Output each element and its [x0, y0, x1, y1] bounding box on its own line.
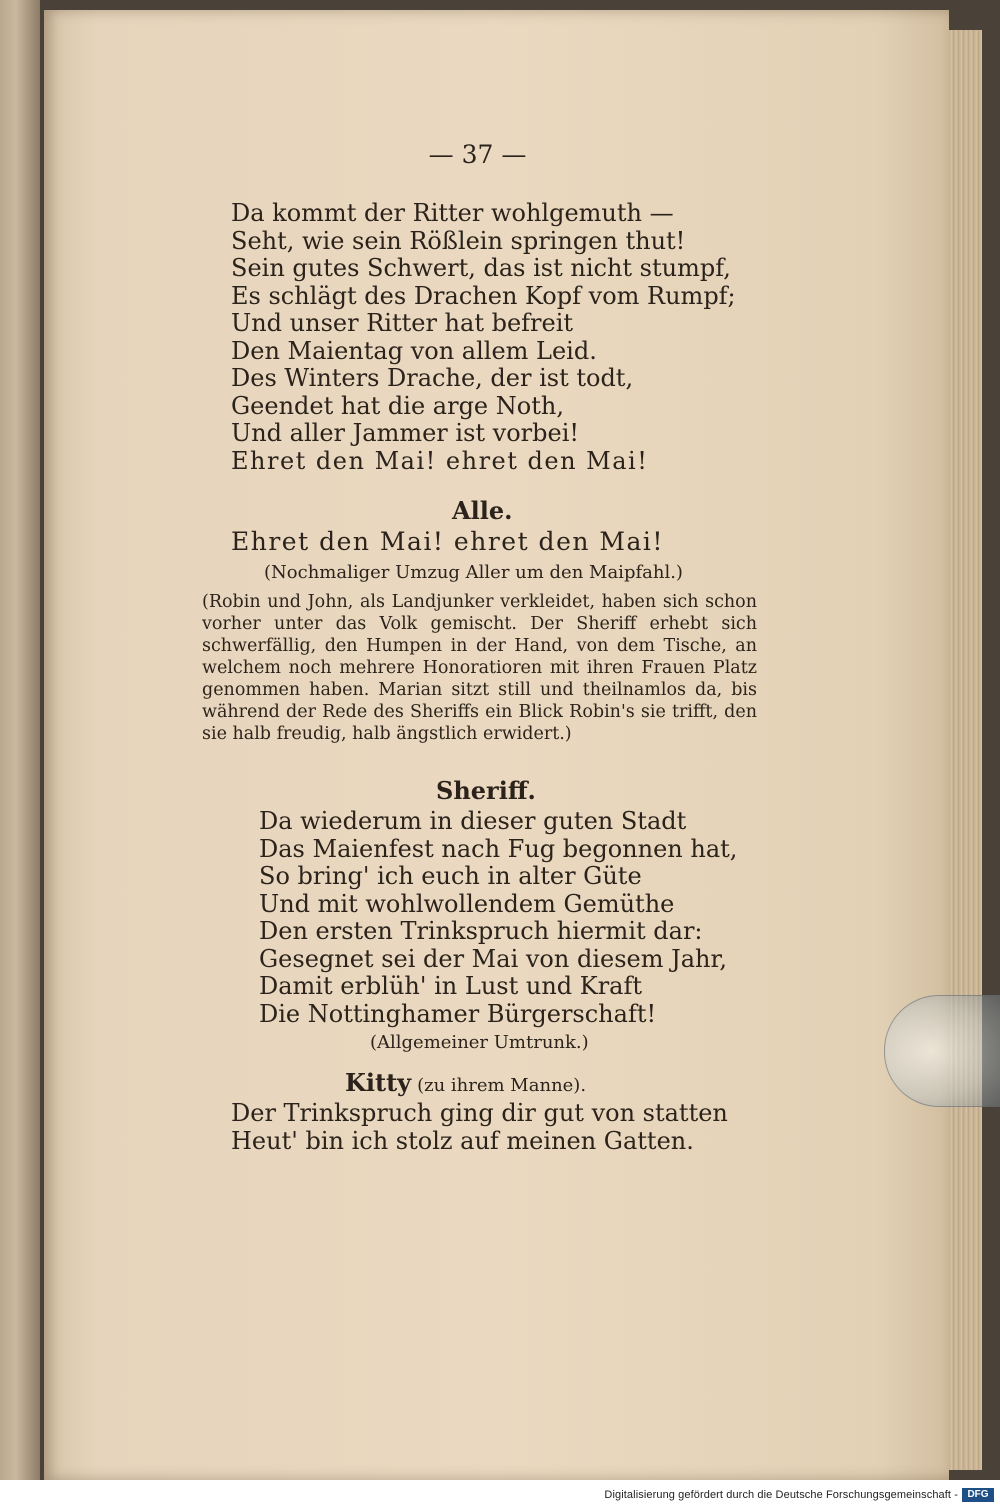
verse-line: So bring' ich euch in alter Güte: [259, 862, 642, 890]
verse-line: Sein gutes Schwert, das ist nicht stumpf,: [231, 254, 731, 282]
verse-line: Da wiederum in dieser guten Stadt: [259, 807, 687, 835]
speaker-kitty: Kitty: [345, 1068, 412, 1097]
verse-line: Heut' bin ich stolz auf meinen Gatten.: [231, 1126, 694, 1155]
stage-direction: (Allgemeiner Umtrunk.): [370, 1032, 589, 1053]
verse-block-3: [231, 1100, 728, 1155]
page-clip: [884, 995, 1000, 1107]
verse-line: Der Trinkspruch ging dir gut von statten: [231, 1099, 728, 1127]
verse-line: Den ersten Trinkspruch hiermit dar:: [259, 917, 703, 945]
verse-line: Die Nottinghamer Bürgerschaft!: [259, 999, 657, 1028]
previous-page-edge: [0, 0, 40, 1490]
verse-line: Und aller Jammer ist vorbei!: [231, 419, 580, 447]
verse-line: Da kommt der Ritter wohlgemuth —: [231, 199, 674, 227]
footer-credit: Digitalisierung gefördert durch die Deutsche Forschungsgemeinschaft -: [604, 1489, 958, 1501]
verse-line: Es schlägt des Drachen Kopf vom Rumpf;: [231, 281, 736, 310]
verse-line: Seht, wie sein Rößlein springen thut!: [231, 226, 686, 255]
stage-direction: (zu ihrem Manne).: [417, 1075, 587, 1096]
stage-direction-paragraph: (Robin und John, als Landjunker verkleidet, haben sich schon vorher unter das Volk gemischt. Der Sheriff erhebt sich schwerfällig, den Humpen in der Hand, von dem Tische, an welchem noch mehrere Honoratioren mit ihren Frauen Platz genommen haben. Marian sitzt still und theilnamlos da, bis während der Rede des Sheriffs ein Blick Robin's sie trifft, den sie halb freudig, halb ängstlich erwidert.): [202, 592, 757, 744]
refrain-line: Ehret den Mai! ehret den Mai!: [231, 527, 664, 556]
speaker-sheriff: Sheriff.: [436, 776, 536, 805]
verse-line: Damit erblüh' in Lust und Kraft: [259, 972, 643, 1000]
verse-line: Den Maientag von allem Leid.: [231, 336, 597, 365]
verse-line: Und unser Ritter hat befreit: [231, 309, 574, 337]
verse-line: Das Maienfest nach Fug begonnen hat,: [259, 834, 738, 863]
verse-line: Ehret den Mai! ehret den Mai!: [231, 446, 649, 475]
verse-line: Geendet hat die arge Noth,: [231, 391, 564, 420]
page-number: — 37 —: [428, 140, 527, 169]
dfg-logo: DFG: [962, 1488, 994, 1502]
stage-direction: (Nochmaliger Umzug Aller um den Maipfahl.): [264, 562, 683, 583]
speaker-kitty-line: [345, 1068, 586, 1097]
verse-block-2: [259, 808, 737, 1028]
verse-line: Und mit wohlwollendem Gemüthe: [259, 889, 675, 918]
verse-block-1: [231, 200, 736, 475]
verse-line: Gesegnet sei der Mai von diesem Jahr,: [259, 944, 727, 973]
speaker-alle: Alle.: [452, 496, 513, 525]
verse-line: Des Winters Drache, der ist todt,: [231, 364, 634, 392]
